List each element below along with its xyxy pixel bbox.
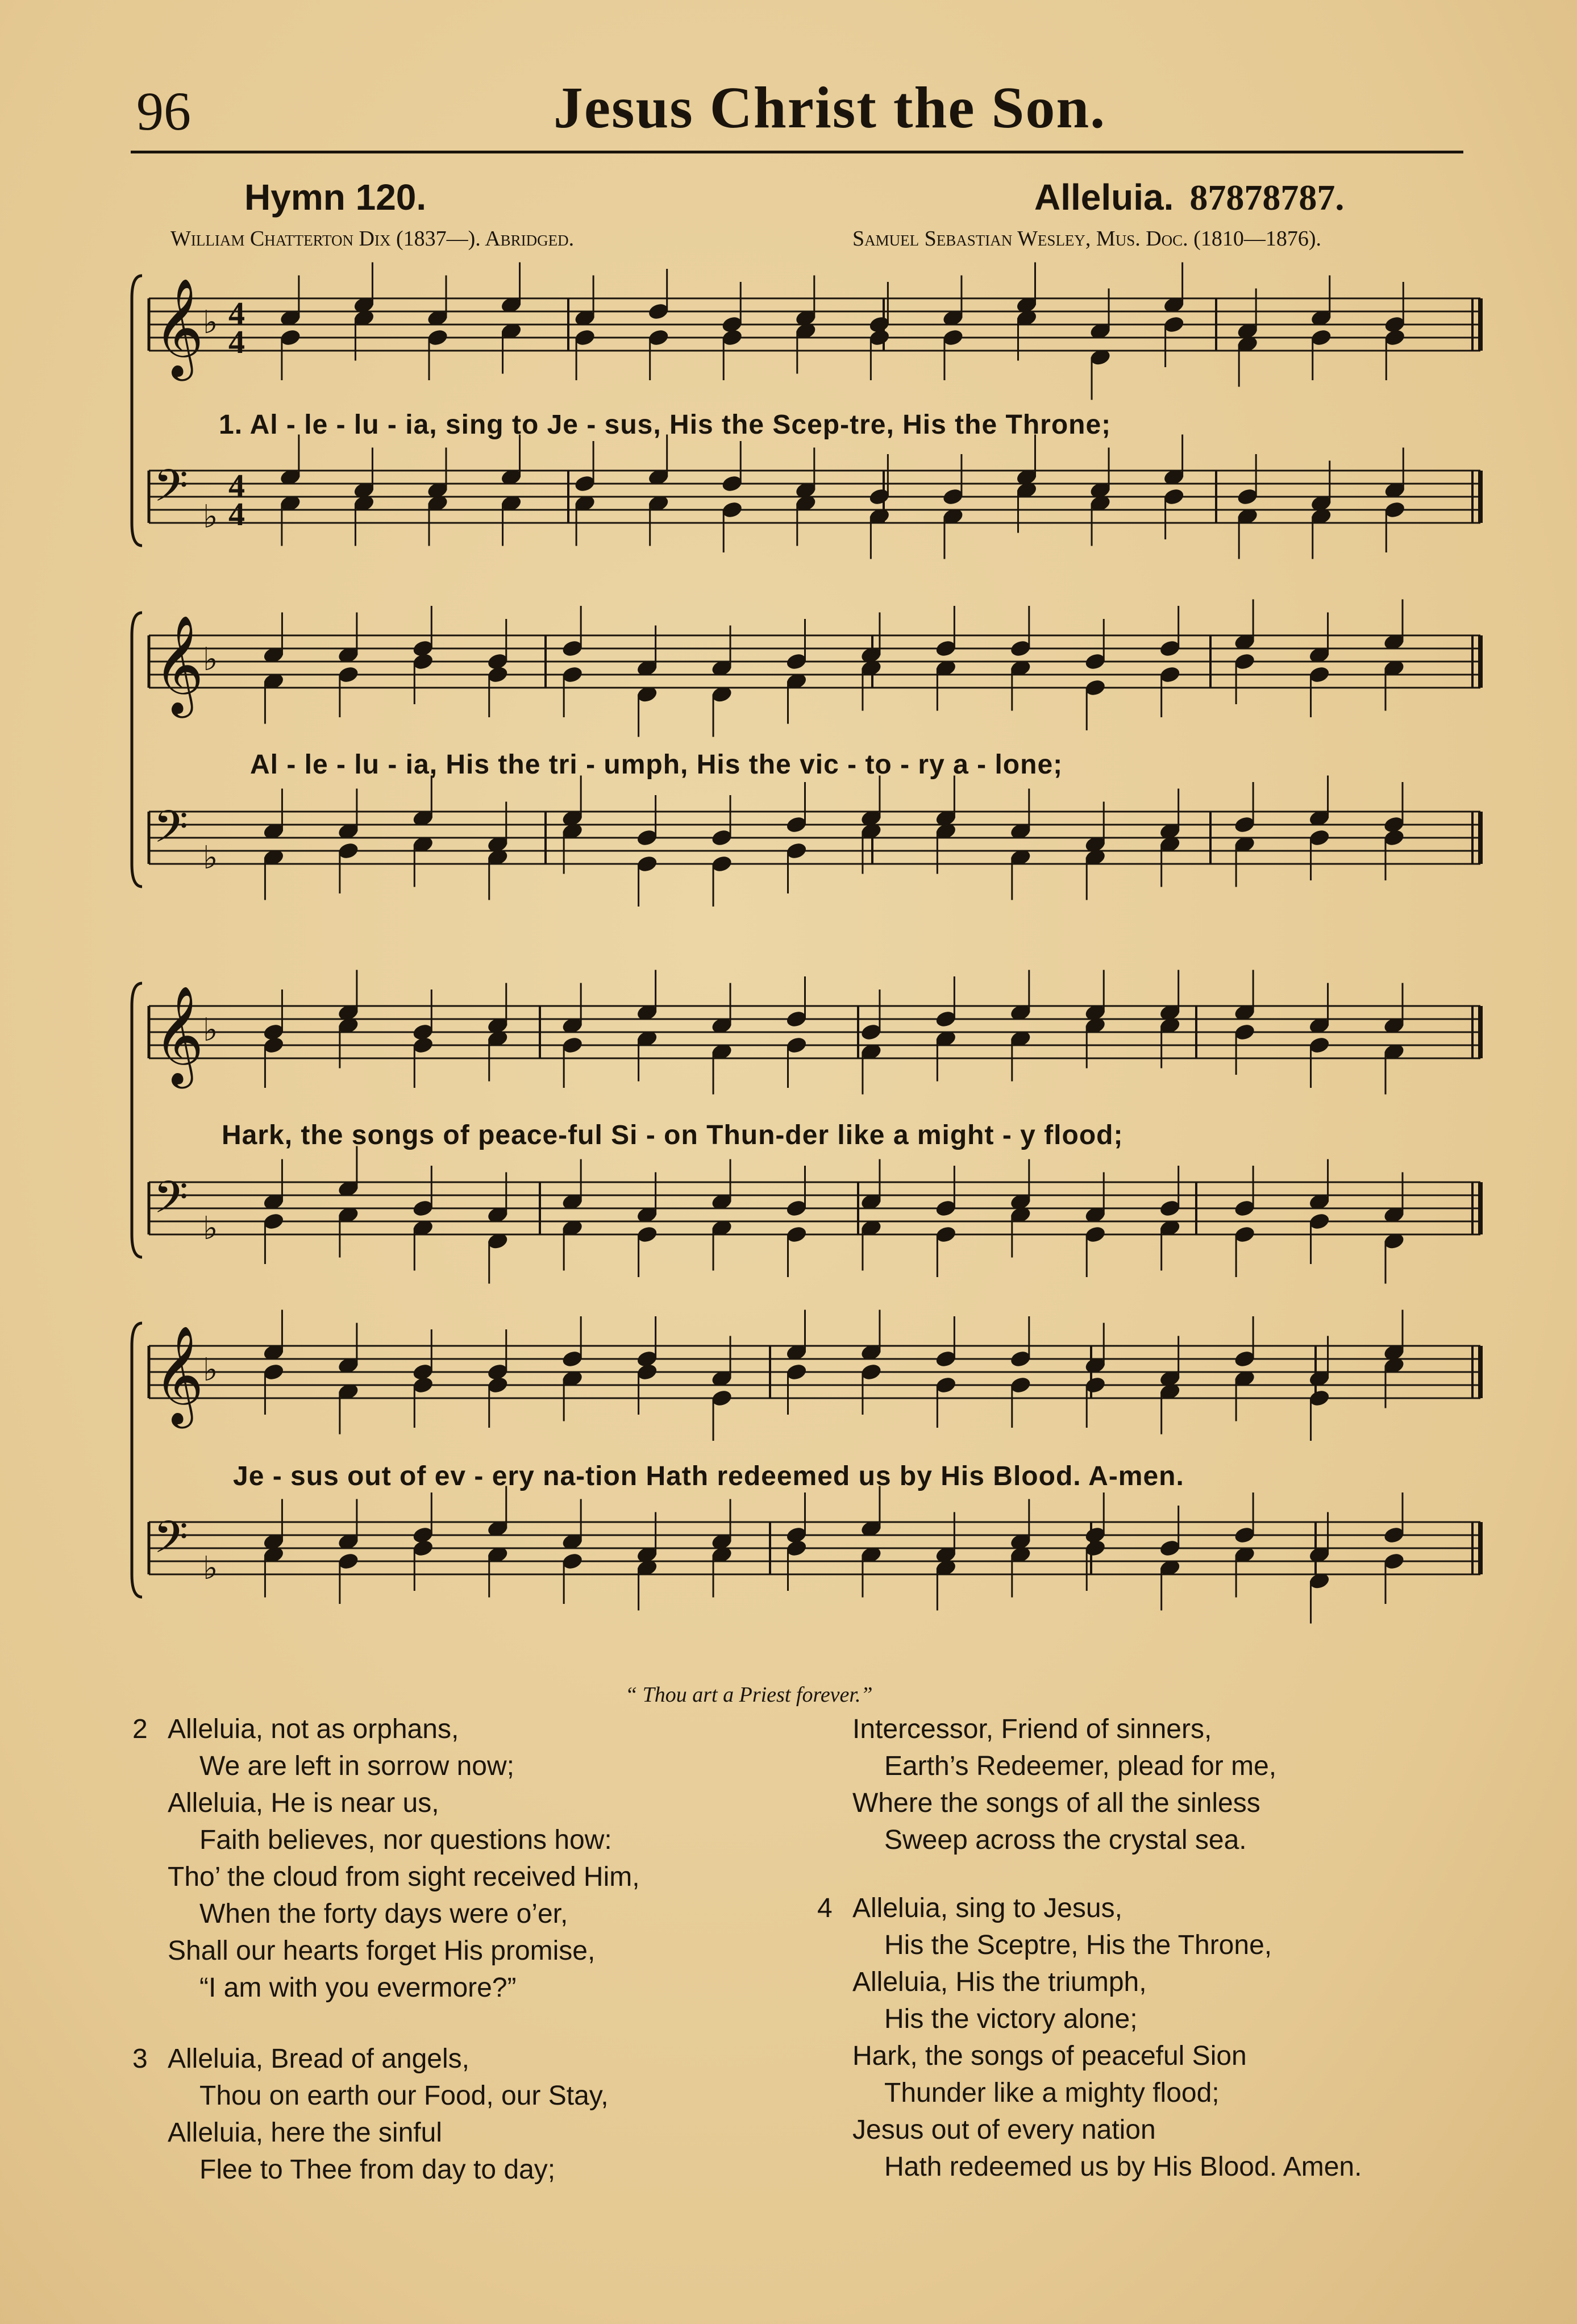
bass-clef-icon: 𝄢 (153, 1512, 189, 1574)
caption: “ Thou art a Priest forever.” (625, 1683, 873, 1707)
system-brace (132, 276, 142, 546)
flat-sign-icon: ♭ (203, 304, 218, 341)
system-brace (132, 1323, 142, 1597)
tune-name: Alleluia. (1034, 177, 1174, 218)
time-signature-denominator: 4 (228, 496, 245, 533)
hymn-number: Hymn 120. (244, 177, 427, 218)
stanza-line: Hath redeemed us by His Blood. Amen. (884, 2152, 1362, 2182)
composer-credit: Samuel Sebastian Wesley, Mus. Doc. (1810—1876). (852, 227, 1321, 251)
flat-sign-icon: ♭ (203, 839, 218, 876)
stanza-line: Alleluia, His the triumph, (852, 1967, 1147, 1997)
stanza-line: His the Sceptre, His the Throne, (884, 1930, 1272, 1960)
stanza-line: We are left in sorrow now; (199, 1751, 514, 1781)
lyric-line-4: Je - sus out of ev - ery na-tion Hath redeemed us by His Blood. A-men. (233, 1461, 1184, 1491)
time-signature-numerator: 4 (228, 295, 245, 332)
stanza-line: Flee to Thee from day to day; (199, 2155, 556, 2185)
stanza-line: Thou on earth our Food, our Stay, (199, 2081, 609, 2111)
stanza-number: 4 (817, 1893, 833, 1923)
stanza-line: “I am with you evermore?” (199, 1973, 517, 2003)
stanza-line: Shall our hearts forget His promise, (168, 1936, 596, 1966)
page-number: 96 (136, 81, 191, 142)
flat-sign-icon: ♭ (203, 1550, 218, 1587)
bass-clef-icon: 𝄢 (153, 1172, 189, 1234)
section-title: Jesus Christ the Son. (553, 75, 1106, 140)
flat-sign-icon: ♭ (203, 1012, 218, 1049)
stanza-line: Alleluia, sing to Jesus, (852, 1893, 1122, 1923)
stanza-line: Sweep across the crystal sea. (884, 1825, 1247, 1855)
flat-sign-icon: ♭ (203, 641, 218, 678)
system-brace (132, 983, 142, 1257)
stanza-line: Jesus out of every nation (852, 2115, 1156, 2145)
treble-clef-icon: 𝄞 (153, 986, 204, 1084)
stanza-line: Earth’s Redeemer, plead for me, (884, 1751, 1277, 1781)
lyric-line-2: Al - le - lu - ia, His the tri - umph, His the vic - to - ry a - lone; (250, 750, 1063, 780)
flat-sign-icon: ♭ (203, 498, 218, 535)
stanza-line: Where the songs of all the sinless (852, 1788, 1260, 1818)
stanza-line: Hark, the songs of peaceful Sion (852, 2041, 1247, 2071)
lyric-line-3: Hark, the songs of peace-ful Si - on Thun-der like a might - y flood; (222, 1120, 1124, 1150)
time-signature-numerator: 4 (228, 467, 245, 504)
stanza-number: 2 (132, 1714, 148, 1744)
time-signature-denominator: 4 (228, 323, 245, 360)
stanza-line: Alleluia, He is near us, (168, 1788, 439, 1818)
bass-clef-icon: 𝄢 (153, 460, 189, 523)
stanza-line: Thunder like a mighty flood; (884, 2078, 1220, 2108)
stanza-line: Tho’ the cloud from sight received Him, (168, 1862, 640, 1892)
system-brace (132, 613, 142, 887)
stanza-line: Intercessor, Friend of sinners, (852, 1714, 1212, 1744)
stanza-line: His the victory alone; (884, 2004, 1138, 2034)
stanza-line: When the forty days were o’er, (199, 1899, 568, 1929)
author-credit: William Chatterton Dix (1837—). Abridged. (170, 227, 575, 251)
bass-clef-icon: 𝄢 (153, 801, 189, 864)
lyric-line-1: 1. Al - le - lu - ia, sing to Je - sus, His the Scep-tre, His the Throne; (219, 410, 1112, 440)
stanza-3 (132, 2040, 609, 2188)
flat-sign-icon: ♭ (203, 1352, 218, 1388)
stanza-line: Alleluia, here the sinful (168, 2118, 442, 2148)
treble-clef-icon: 𝄞 (153, 1325, 204, 1424)
stanza-line: Alleluia, Bread of angels, (168, 2044, 469, 2074)
stanza-number: 3 (132, 2044, 148, 2074)
tune-meter: 87878787. (1189, 177, 1345, 218)
stanza-line: Faith believes, nor questions how: (199, 1825, 612, 1855)
stanza-2 (132, 1711, 640, 2006)
stanza-3-continued (852, 1711, 1276, 1859)
treble-clef-icon: 𝄞 (153, 615, 204, 714)
treble-clef-icon: 𝄞 (153, 278, 204, 377)
flat-sign-icon: ♭ (203, 1210, 218, 1247)
stanza-line: Alleluia, not as orphans, (168, 1714, 459, 1744)
stanza-4 (817, 1890, 1362, 2185)
